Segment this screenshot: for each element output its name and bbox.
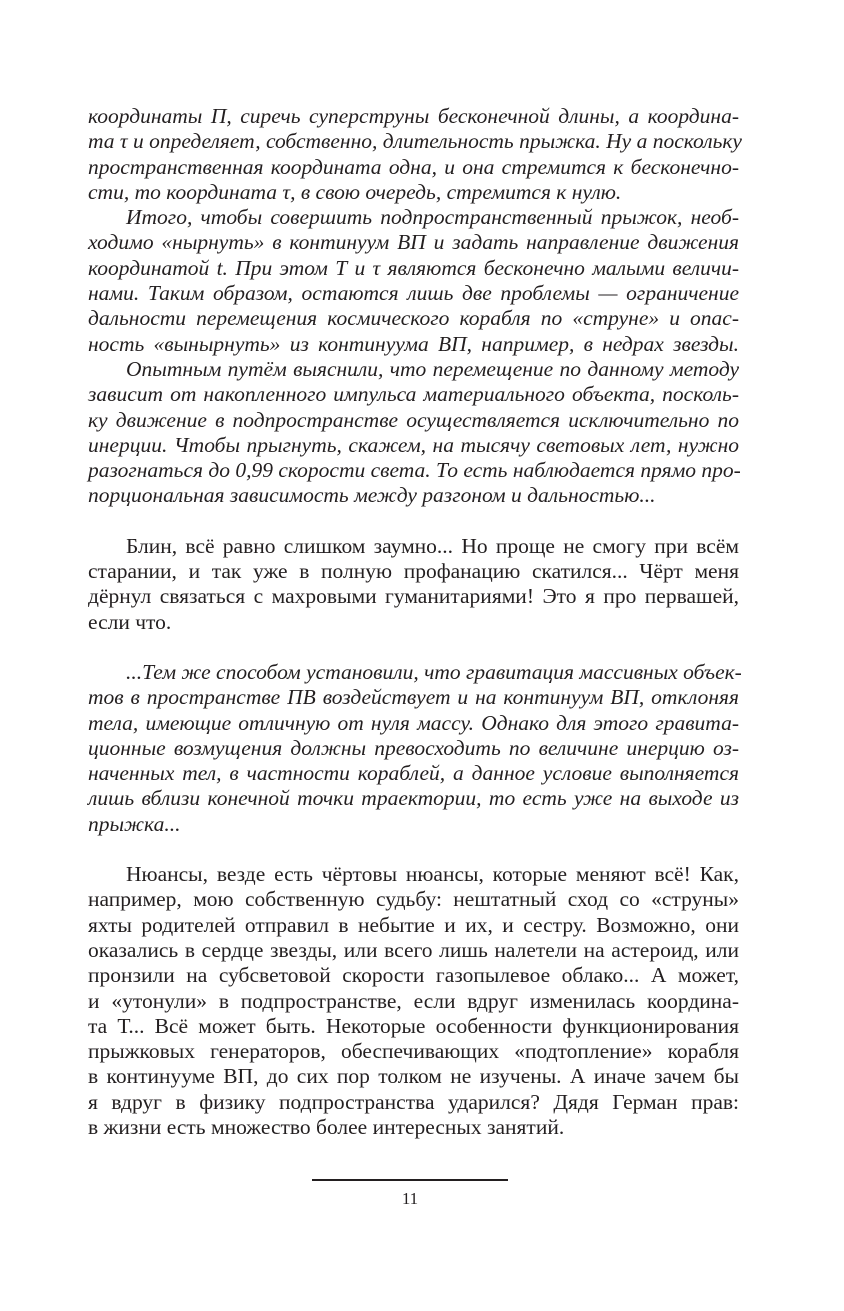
italic-excerpt-block: [88, 104, 742, 509]
paragraph-gap: [88, 635, 739, 660]
text-line: та Т... Всё может быть. Некоторые особенности функционирования: [88, 1013, 739, 1038]
text-line: ционные возмущения должны превосходить по величине инерцию оз-: [88, 735, 739, 760]
text-line: тов в пространстве ПВ воздействует и на континуум ВП, отклоняя: [88, 685, 739, 710]
text-line: прыжковых генераторов, обеспечивающих «подтопление» корабля: [88, 1039, 739, 1064]
text-line: координатой t. При этом Т и τ являются бесконечно малыми величи-: [88, 255, 739, 280]
text-line: прыжка...: [88, 811, 181, 836]
text-line: инерции. Чтобы прыгнуть, скажем, на тысячу световых лет, нужно: [88, 432, 739, 457]
text-line: ность «вынырнуть» из континуума ВП, например, в недрах звезды.: [88, 331, 739, 356]
text-line: в континууме ВП, до сих пор толком не изучены. А иначе зачем бы: [88, 1064, 739, 1089]
narration-paragraph: [88, 534, 739, 635]
text-line: старании, и так уже в полную профанацию скатился... Чёрт меня: [88, 559, 739, 584]
text-line: яхты родителей отправил в небытие и их, и сестру. Возможно, они: [88, 912, 739, 937]
text-line: я вдруг в физику подпространства ударился? Дядя Герман прав:: [88, 1089, 739, 1114]
text-line: Опытным путём выяснили, что перемещение по данному методу: [126, 356, 739, 381]
text-line: дальности перемещения космического корабля по «струне» и опас-: [88, 306, 739, 331]
paragraph-gap: [88, 509, 739, 534]
text-line: сти, то координата τ, в свою очередь, стремится к нулю.: [88, 179, 622, 204]
text-line: порциональная зависимость между разгоном и дальностью...: [88, 483, 656, 508]
text-line: в жизни есть множество более интересных занятий.: [88, 1114, 565, 1139]
footer-rule: [312, 1179, 508, 1181]
text-line: например, мою собственную судьбу: нештатный сход со «струны»: [88, 887, 739, 912]
text-line: пространственная координата одна, и она стремится к бесконечно-: [88, 154, 739, 179]
text-line: если что.: [88, 609, 172, 634]
text-line: Нюансы, везде есть чёртовы нюансы, которые меняют всё! Как,: [126, 862, 739, 887]
italic-excerpt-block: [88, 659, 742, 837]
text-line: ходимо «нырнуть» в континуум ВП и задать направление движения: [88, 230, 739, 255]
text-line: лишь вблизи конечной точки траектории, то есть уже на выходе из: [88, 786, 739, 811]
page-number: 11: [401, 1189, 419, 1208]
text-line: и «утонули» в подпространстве, если вдруг изменилась координа-: [88, 988, 739, 1013]
text-line: разогнаться до 0,99 скорости света. То есть наблюдается прямо про-: [88, 458, 741, 483]
text-line: нами. Таким образом, остаются лишь две проблемы — ограничение: [88, 281, 739, 306]
text-line: тела, имеющие отличную от нуля массу. Однако для этого гравита-: [88, 710, 739, 735]
text-line: зависит от накопленного импульса материального объекта, посколь-: [88, 382, 739, 407]
text-line: Блин, всё равно слишком заумно... Но проще не смогу при всём: [126, 533, 739, 558]
text-line: ку движение в подпространстве осуществляется исключительно по: [88, 407, 739, 432]
text-line: дёрнул связаться с махровыми гуманитариями! Это я про первашей,: [88, 584, 739, 609]
text-line: пронзили на субсветовой скорости газопылевое облако... А может,: [88, 963, 739, 988]
narration-paragraph: [88, 862, 739, 1140]
text-line: координаты П, сиречь суперструны бесконечной длины, а координа-: [88, 104, 739, 128]
text-line: наченных тел, в частности кораблей, а данное условие выполняется: [88, 761, 739, 786]
page-body: [88, 104, 742, 1140]
text-line: ...Тем же способом установили, что гравитация массивных объек-: [126, 659, 742, 684]
text-line: оказались в сердце звезды, или всего лишь налетели на астероид, или: [88, 937, 739, 962]
text-line: Итого, чтобы совершить подпространственный прыжок, необ-: [126, 205, 739, 230]
paragraph-gap: [88, 837, 739, 862]
text-line: та τ и определяет, собственно, длительность прыжка. Ну а поскольку: [88, 129, 742, 154]
